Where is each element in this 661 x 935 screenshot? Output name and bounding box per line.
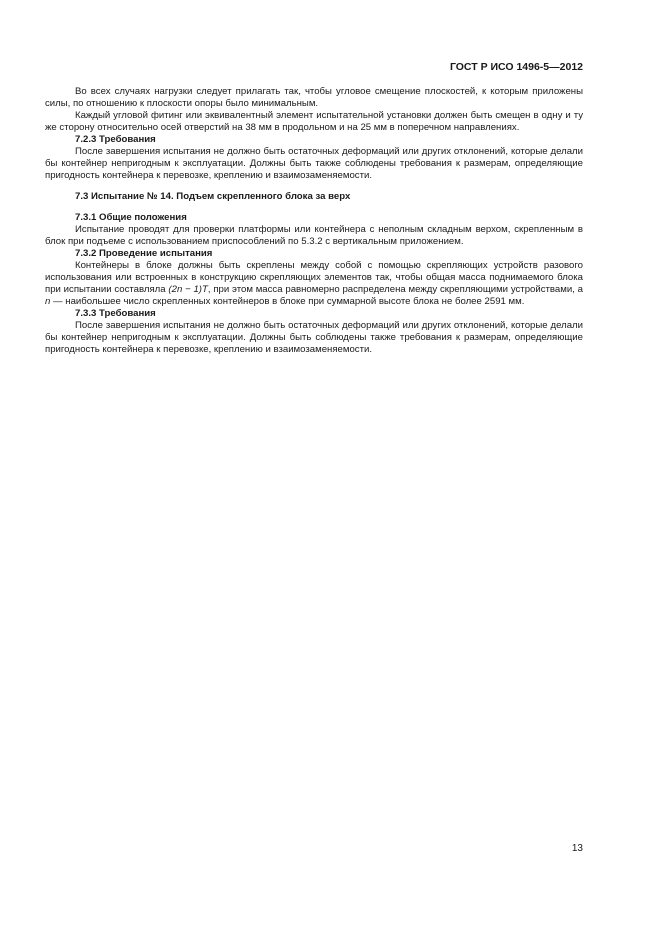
paragraph-test-procedure-7-3-2 <box>45 260 583 308</box>
paragraph-requirements-7-2-3: После завершения испытания не должно быть остаточных деформаций или других отклонений, которые делали бы контейнер непригодным к эксплуатации. Должны быть также соблюдены требования к размерам, определяющие пригодность контейнера к перевозке, креплению и взаимозаменяемости. <box>45 146 583 181</box>
mass-formula: (2n − 1)T <box>168 284 208 295</box>
heading-7-3-1: 7.3.1 Общие положения <box>75 212 187 223</box>
heading-7-3: 7.3 Испытание № 14. Подъем скрепленного блока за верх <box>75 191 351 202</box>
text-segment: , при этом масса равномерно распределена между скрепляющими устройствами, а <box>207 284 583 295</box>
paragraph-requirements-7-3-3: После завершения испытания не должно быть остаточных деформаций или других отклонений, которые делали бы контейнер непригодным к эксплуатации. Должны быть соблюдены также требования к размерам, определяющие пригодность контейнера к перевозке, креплению и взаимозаменяемости. <box>45 320 583 355</box>
document-header: ГОСТ Р ИСО 1496-5—2012 <box>449 61 583 73</box>
paragraph-load-application: Во всех случаях нагрузки следует прилагать так, чтобы угловое смещение плоскостей, к которым приложены силы, по отношению к плоскости опоры было минимальным. <box>45 86 583 109</box>
paragraph-fitting-offset: Каждый угловой фитинг или эквивалентный элемент испытательной установки должен быть смещен в одну и ту же сторону относительно осей отверстий на 38 мм в продольном и на 25 мм в поперечном направлениях. <box>45 110 583 133</box>
paragraph-general-7-3-1: Испытание проводят для проверки платформы или контейнера с неполным складным верхом, скрепленным в блок при подъеме с использованием приспособлений по 5.3.2 с вертикальным приложением. <box>45 224 583 247</box>
document-body <box>45 86 583 356</box>
text-segment: Контейнеры в блоке должны быть скреплены между собой с помощью скрепляющих устройств разового использования или встроенных в конструкцию скрепляющих элементов так, чтобы общая масса поднимаемого блока при испытании составляла <box>45 260 583 295</box>
page-number: 13 <box>571 843 583 854</box>
text-segment: — наибольшее число скрепленных контейнеров в блоке при суммарной высоте блока не более 2591 мм. <box>50 296 525 307</box>
heading-7-3-2: 7.3.2 Проведение испытания <box>75 248 213 259</box>
variable-n: n <box>45 296 51 307</box>
heading-7-2-3: 7.2.3 Требования <box>75 134 156 145</box>
heading-7-3-3: 7.3.3 Требования <box>75 308 156 319</box>
